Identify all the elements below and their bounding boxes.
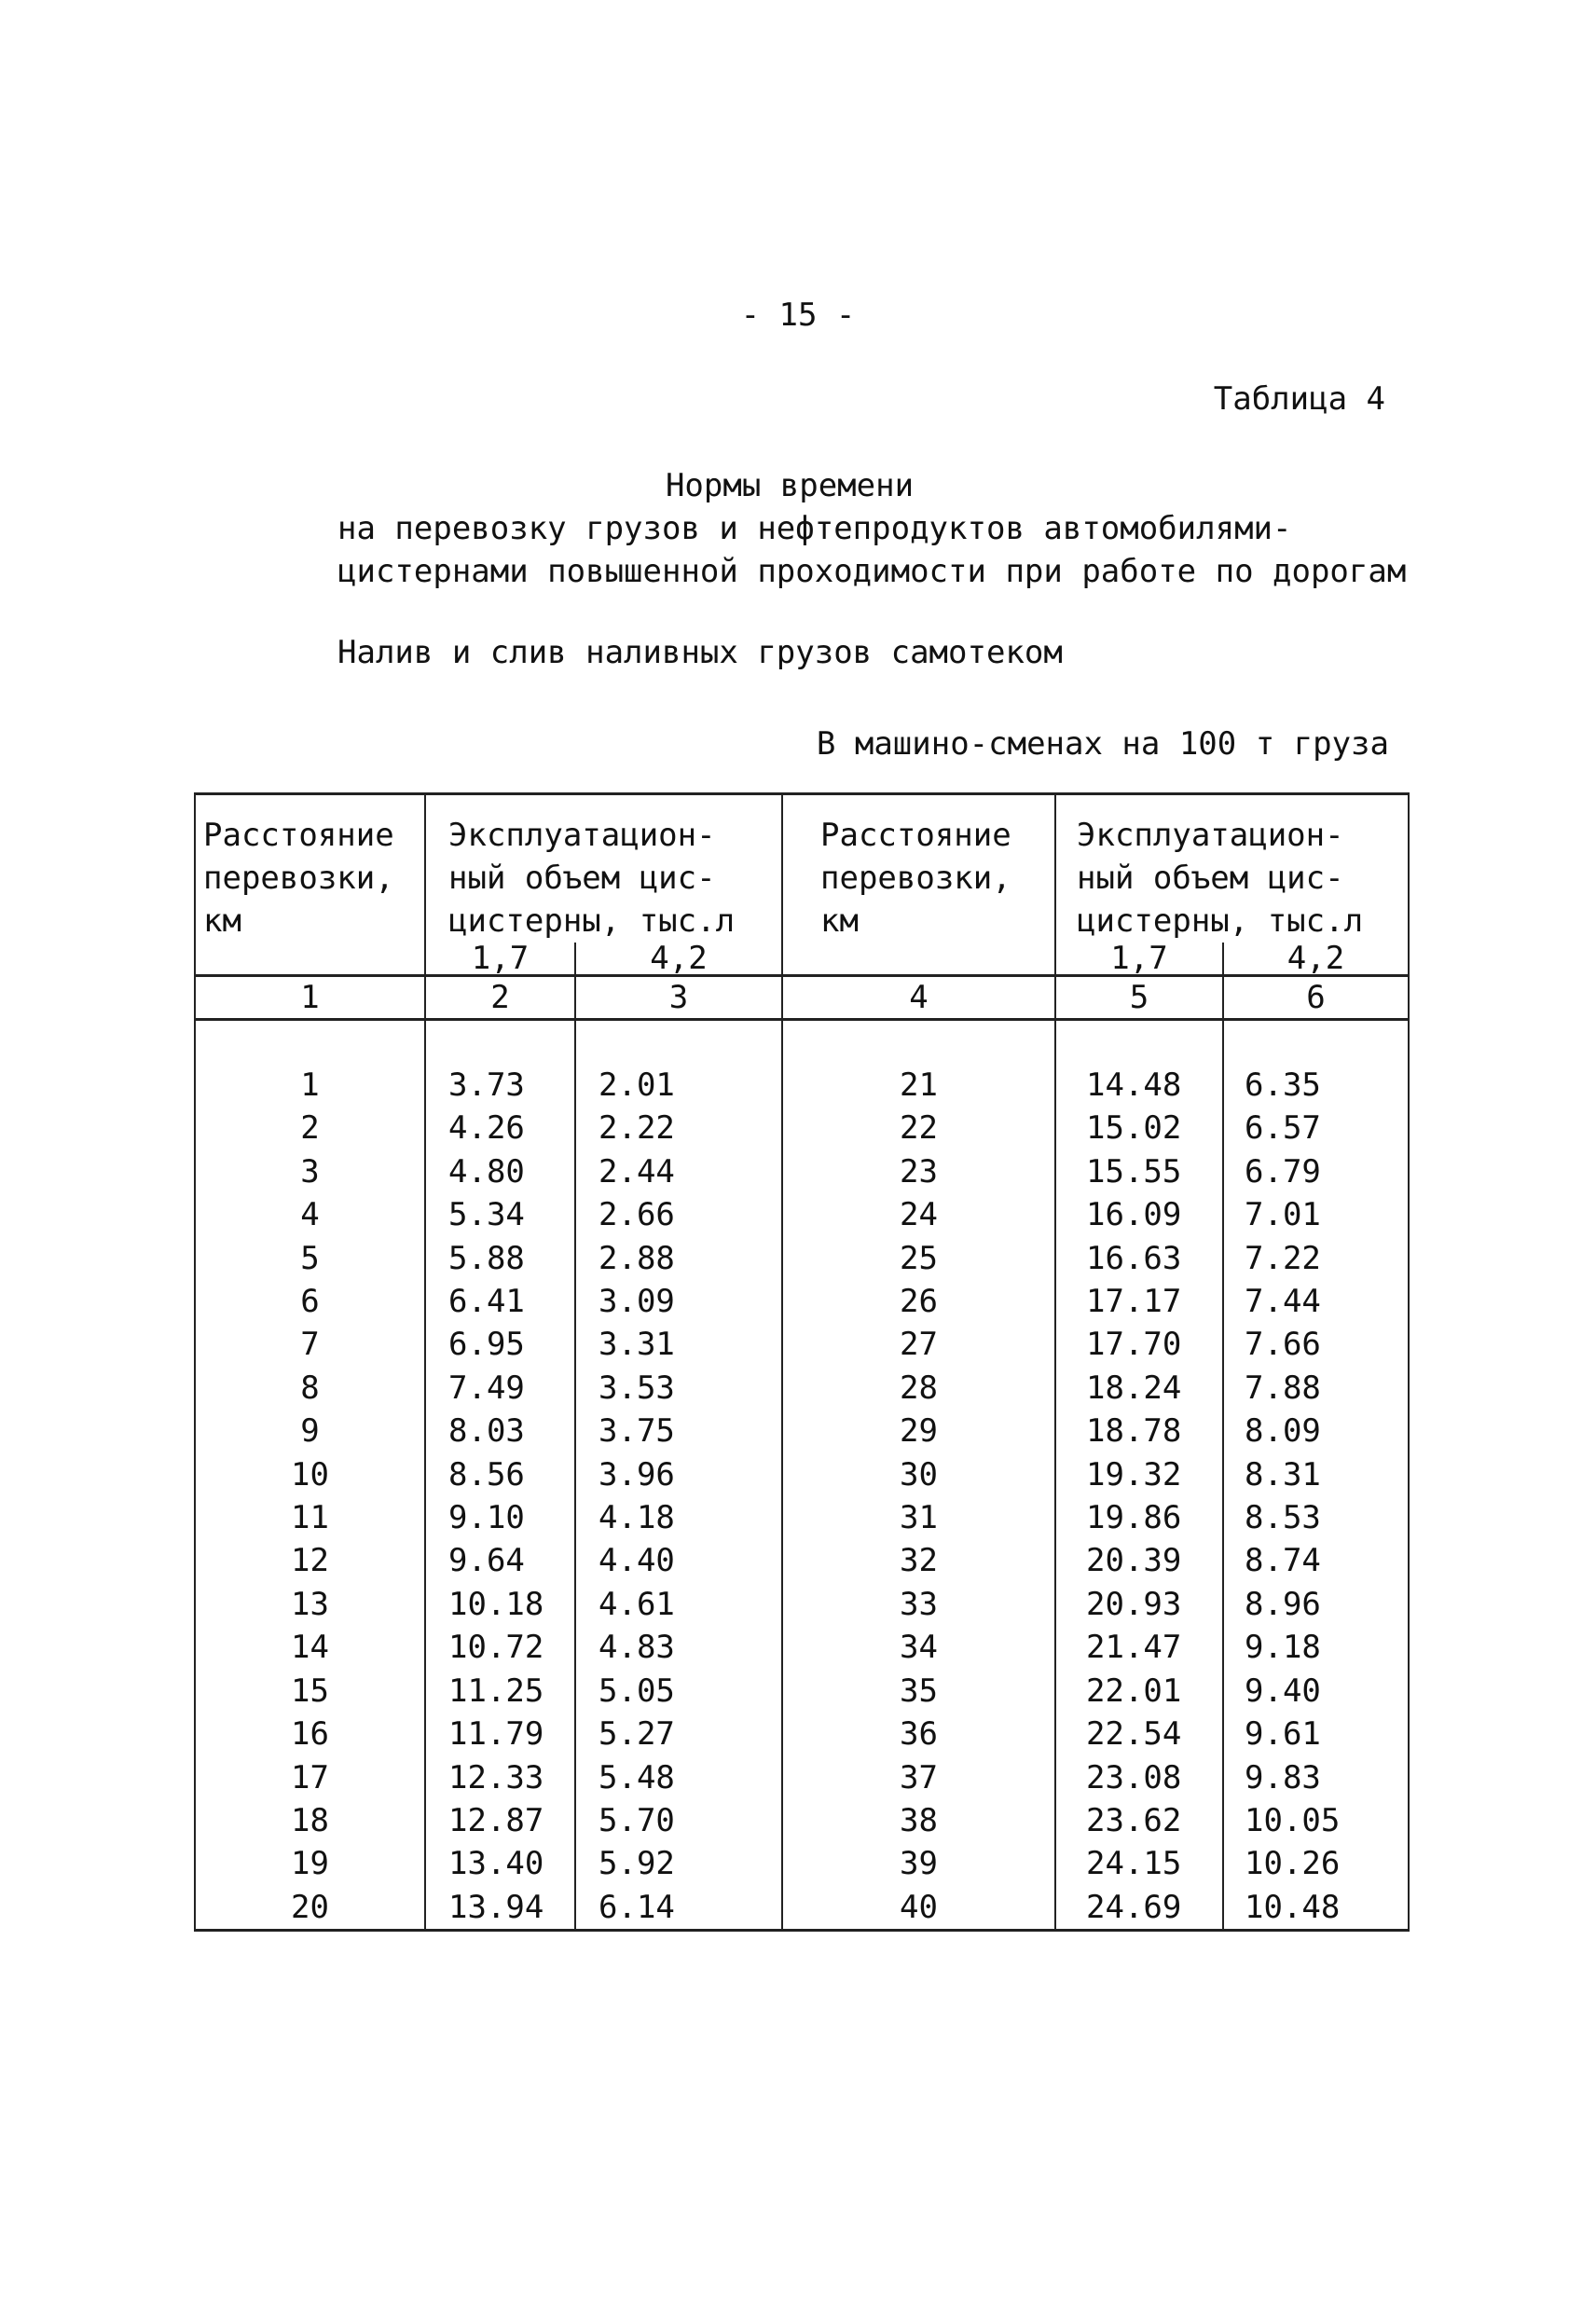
table-cell: 2.44	[575, 1150, 782, 1193]
column-number: 6	[1223, 976, 1409, 1020]
table-cell: 2	[195, 1107, 425, 1149]
table-cell: 8.31	[1223, 1453, 1409, 1496]
units-note: В машино-сменах на 100 т груза	[816, 725, 1389, 763]
table-cell: 8.96	[1223, 1583, 1409, 1626]
table-cell: 3.96	[575, 1453, 782, 1496]
table-cell: 12	[195, 1539, 425, 1582]
table-row	[195, 1064, 1409, 1107]
table-spacer-row	[195, 1020, 1409, 1065]
table-cell: 5.88	[425, 1237, 575, 1280]
column-number: 4	[782, 976, 1055, 1020]
table-cell: 39	[782, 1842, 1055, 1885]
table-row	[195, 1193, 1409, 1236]
table-row	[195, 1237, 1409, 1280]
column-number: 5	[1055, 976, 1223, 1020]
table-cell: 10.26	[1223, 1842, 1409, 1885]
table-cell: 5.05	[575, 1670, 782, 1713]
table-cell: 19.32	[1055, 1453, 1223, 1496]
table-row	[195, 1280, 1409, 1323]
table-cell: 13	[195, 1583, 425, 1626]
table-cell: 31	[782, 1496, 1055, 1539]
table-cell: 13.40	[425, 1842, 575, 1885]
table-cell: 9.64	[425, 1539, 575, 1582]
table-cell: 12.33	[425, 1756, 575, 1799]
table-cell: 9.61	[1223, 1713, 1409, 1755]
table-cell: 17.70	[1055, 1323, 1223, 1366]
table-row	[195, 1367, 1409, 1410]
table-cell: 38	[782, 1799, 1055, 1842]
table-cell: 11.79	[425, 1713, 575, 1755]
table-cell: 7.01	[1223, 1193, 1409, 1236]
table-top-rule	[195, 794, 1409, 815]
table-cell: 10.72	[425, 1626, 575, 1669]
table-cell: 9.83	[1223, 1756, 1409, 1799]
table-cell: 8.74	[1223, 1539, 1409, 1582]
header-volume-1-7-right: 1,7	[1055, 943, 1223, 976]
header-volume-left: Эксплуатацион- ный объем цис- цистерны, тыс.л	[425, 814, 782, 943]
table-row	[195, 1496, 1409, 1539]
column-number: 2	[425, 976, 575, 1020]
table-cell: 3	[195, 1150, 425, 1193]
table-cell: 19	[195, 1842, 425, 1885]
table-cell: 28	[782, 1367, 1055, 1410]
table-row	[195, 1539, 1409, 1582]
table-cell: 4.80	[425, 1150, 575, 1193]
header-volume-4-2-left: 4,2	[575, 943, 782, 976]
table-cell: 11.25	[425, 1670, 575, 1713]
table-cell: 8.09	[1223, 1410, 1409, 1452]
table-cell: 10.48	[1223, 1886, 1409, 1931]
table-cell: 8.53	[1223, 1496, 1409, 1539]
table-cell: 4.83	[575, 1626, 782, 1669]
table-cell: 22.54	[1055, 1713, 1223, 1755]
table-row	[195, 1626, 1409, 1669]
table-cell: 7.88	[1223, 1367, 1409, 1410]
table-cell: 20.39	[1055, 1539, 1223, 1582]
table-cell: 6.79	[1223, 1150, 1409, 1193]
table-cell: 16.09	[1055, 1193, 1223, 1236]
table-cell: 22	[782, 1107, 1055, 1149]
table-row	[195, 1150, 1409, 1193]
table-cell: 3.31	[575, 1323, 782, 1366]
header-volume-right: Эксплуатацион- ный объем цис- цистерны, тыс.л	[1055, 814, 1409, 943]
table-cell: 18.78	[1055, 1410, 1223, 1452]
table-cell: 19.86	[1055, 1496, 1223, 1539]
table-cell: 20.93	[1055, 1583, 1223, 1626]
table-cell: 12.87	[425, 1799, 575, 1842]
norms-table	[194, 792, 1410, 1932]
page-number: - 15 -	[740, 296, 856, 334]
table-cell: 7.66	[1223, 1323, 1409, 1366]
table-cell: 17.17	[1055, 1280, 1223, 1323]
table-cell: 24.69	[1055, 1886, 1223, 1931]
table-row	[195, 1713, 1409, 1755]
table-cell: 23.08	[1055, 1756, 1223, 1799]
title-main: Нормы времени	[665, 467, 915, 504]
table-cell: 9.18	[1223, 1626, 1409, 1669]
table-row	[195, 1799, 1409, 1842]
table-cell: 3.53	[575, 1367, 782, 1410]
column-number: 1	[195, 976, 425, 1020]
subtitle: Налив и слив наливных грузов самотеком	[337, 634, 1063, 671]
table-cell: 5.92	[575, 1842, 782, 1885]
table-label: Таблица 4	[1213, 380, 1385, 418]
table-cell: 7	[195, 1323, 425, 1366]
title-block	[337, 464, 1407, 593]
table-cell: 17	[195, 1756, 425, 1799]
table-cell: 18	[195, 1799, 425, 1842]
table-cell: 7.44	[1223, 1280, 1409, 1323]
table-cell: 35	[782, 1670, 1055, 1713]
table-row	[195, 1886, 1409, 1931]
table-cell: 15.55	[1055, 1150, 1223, 1193]
table-cell: 6.95	[425, 1323, 575, 1366]
table-cell: 29	[782, 1410, 1055, 1452]
table-cell: 4.26	[425, 1107, 575, 1149]
table-cell: 5	[195, 1237, 425, 1280]
table-cell: 10	[195, 1453, 425, 1496]
table-cell: 3.09	[575, 1280, 782, 1323]
table-cell: 5.70	[575, 1799, 782, 1842]
table-row	[195, 1670, 1409, 1713]
table-cell: 33	[782, 1583, 1055, 1626]
table-cell: 30	[782, 1453, 1055, 1496]
table-cell: 3.75	[575, 1410, 782, 1452]
table-cell: 23.62	[1055, 1799, 1223, 1842]
table-cell: 20	[195, 1886, 425, 1931]
table-cell: 15.02	[1055, 1107, 1223, 1149]
table-cell: 5.27	[575, 1713, 782, 1755]
header-distance-left: Расстояние перевозки, км	[195, 814, 425, 943]
table-cell: 13.94	[425, 1886, 575, 1931]
table-cell: 26	[782, 1280, 1055, 1323]
table-row	[195, 1756, 1409, 1799]
column-number: 3	[575, 976, 782, 1020]
table-row	[195, 1107, 1409, 1149]
table-cell: 22.01	[1055, 1670, 1223, 1713]
table-cell: 2.66	[575, 1193, 782, 1236]
table-cell: 40	[782, 1886, 1055, 1931]
title-line-2: на перевозку грузов и нефтепродуктов автомобилями-	[337, 510, 1292, 547]
table-cell: 3.73	[425, 1064, 575, 1107]
table-cell: 37	[782, 1756, 1055, 1799]
table-row	[195, 1323, 1409, 1366]
table-cell: 5.34	[425, 1193, 575, 1236]
table-cell: 5.48	[575, 1756, 782, 1799]
table-cell: 1	[195, 1064, 425, 1107]
table-cell: 8.03	[425, 1410, 575, 1452]
table-cell: 27	[782, 1323, 1055, 1366]
table-cell: 14.48	[1055, 1064, 1223, 1107]
table-cell: 16	[195, 1713, 425, 1755]
table-row	[195, 1583, 1409, 1626]
table-row	[195, 1453, 1409, 1496]
table-cell: 6	[195, 1280, 425, 1323]
table-header-row	[195, 814, 1409, 943]
column-number-row	[195, 976, 1409, 1020]
table-cell: 2.88	[575, 1237, 782, 1280]
table-cell: 16.63	[1055, 1237, 1223, 1280]
table-row	[195, 1410, 1409, 1452]
table-cell: 8	[195, 1367, 425, 1410]
table-cell: 6.14	[575, 1886, 782, 1931]
table-cell: 6.57	[1223, 1107, 1409, 1149]
table-cell: 4.40	[575, 1539, 782, 1582]
table-cell: 11	[195, 1496, 425, 1539]
table-cell: 9.10	[425, 1496, 575, 1539]
table-cell: 7.22	[1223, 1237, 1409, 1280]
table-cell: 14	[195, 1626, 425, 1669]
table-cell: 6.41	[425, 1280, 575, 1323]
table-cell: 4.18	[575, 1496, 782, 1539]
table-cell: 7.49	[425, 1367, 575, 1410]
table-cell: 18.24	[1055, 1367, 1223, 1410]
table-cell: 21.47	[1055, 1626, 1223, 1669]
table-cell: 32	[782, 1539, 1055, 1582]
table-cell: 15	[195, 1670, 425, 1713]
table-cell: 24	[782, 1193, 1055, 1236]
table-cell: 10.05	[1223, 1799, 1409, 1842]
table-cell: 2.22	[575, 1107, 782, 1149]
table-cell: 36	[782, 1713, 1055, 1755]
table-subheader-row	[195, 943, 1409, 976]
table-cell: 6.35	[1223, 1064, 1409, 1107]
header-distance-right: Расстояние перевозки, км	[782, 814, 1055, 943]
table-cell: 10.18	[425, 1583, 575, 1626]
table-cell: 24.15	[1055, 1842, 1223, 1885]
table-cell: 8.56	[425, 1453, 575, 1496]
table-cell: 21	[782, 1064, 1055, 1107]
table-cell: 25	[782, 1237, 1055, 1280]
table-cell: 4	[195, 1193, 425, 1236]
table-cell: 9.40	[1223, 1670, 1409, 1713]
table-cell: 23	[782, 1150, 1055, 1193]
header-volume-1-7-left: 1,7	[425, 943, 575, 976]
table-cell: 9	[195, 1410, 425, 1452]
table-cell: 2.01	[575, 1064, 782, 1107]
header-volume-4-2-right: 4,2	[1223, 943, 1409, 976]
title-line-3: цистернами повышенной проходимости при работе по дорогам	[337, 553, 1407, 590]
table-cell: 34	[782, 1626, 1055, 1669]
table-row	[195, 1842, 1409, 1885]
table-cell: 4.61	[575, 1583, 782, 1626]
